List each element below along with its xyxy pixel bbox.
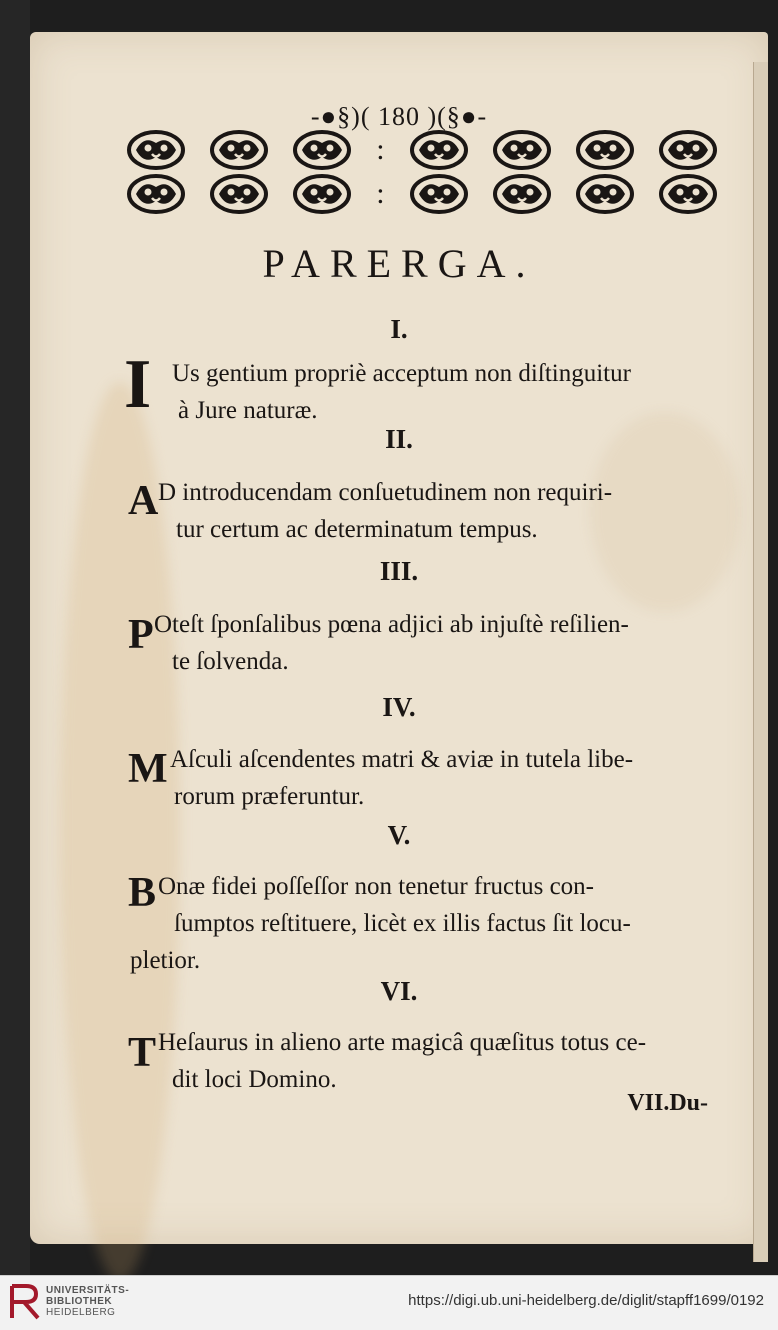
ornament-band-bottom [126,172,718,216]
section-numeral: VI. [380,976,418,1006]
ornament-icon [409,129,469,171]
ornament-icon [292,173,352,215]
drop-initial: A [128,478,159,524]
paragraph-line: Us gentium propriè acceptum non diſtinguitur [172,360,631,387]
scan-margin [0,0,30,1275]
library-name-line: BIBLIOTHEK [46,1296,113,1307]
section-numeral: II. [385,424,413,454]
drop-initial: M [128,746,168,792]
paragraph-line: tur certum ac determinatum tempus. [176,516,538,543]
library-name-line: UNIVERSITÄTS- [46,1285,130,1296]
drop-initial: P [128,612,154,658]
paragraph-line: Aſculi aſcendentes matri & aviæ in tutela libe- [170,746,634,773]
ornament-icon [126,173,186,215]
drop-initial: B [128,870,157,916]
ornament-band-top [126,128,718,172]
drop-initial: I [124,346,152,423]
paragraph-line: rorum præferuntur. [174,783,365,810]
library-name-line: HEIDELBERG [46,1307,116,1318]
section-numeral: V. [387,820,411,850]
paragraph-line: te ſolvenda. [172,648,289,675]
page-header: -●§)( 180 )(§●- [310,102,488,131]
paragraph [158,1024,728,1098]
section-numeral: III. [379,556,419,586]
paragraph-line: ſumptos reſtituere, licèt ex illis factus ſit locu- [174,910,631,937]
book-page [30,32,768,1244]
paragraph [154,606,728,680]
paragraph-line: D introducendam conſuetudinem non requiri- [158,479,613,506]
ornament-icon [292,129,352,171]
ornament-icon [658,129,718,171]
paragraph-line: dit loci Domino. [172,1066,337,1093]
ornament-separator: : [376,133,385,166]
ornament-icon [209,129,269,171]
ornament-icon [409,173,469,215]
paragraph [172,355,727,429]
ornament-icon [575,129,635,171]
library-logo-icon[interactable] [8,1284,42,1320]
paragraph [170,741,728,815]
paragraph [130,868,728,979]
catchword: VII.Du- [627,1090,708,1116]
page-title: PARERGA. [262,241,536,286]
section-numeral: I. [390,314,408,344]
paragraph-line: pletior. [130,947,201,974]
ornament-icon [126,129,186,171]
paragraph [158,474,728,548]
paragraph-line: à Jure naturæ. [178,397,318,424]
ornament-icon [492,173,552,215]
ornament-icon [209,173,269,215]
paragraph-line: Onæ fidei poſſeſſor non tenetur fructus con- [158,873,594,900]
section-numeral: IV. [382,692,416,722]
paragraph-line: Heſaurus in alieno arte magicâ quæſitus totus ce- [158,1029,647,1056]
ornament-separator: : [376,177,385,210]
ornament-icon [492,129,552,171]
paragraph-line: Oteſt ſponſalibus pœna adjici ab injuſtè reſilien- [154,611,629,638]
library-name [46,1285,129,1318]
permalink-url[interactable]: https://digi.ub.uni-heidelberg.de/diglit/stapff1699/0192 [408,1292,764,1309]
drop-initial: T [128,1030,157,1076]
ornament-icon [658,173,718,215]
viewer-footer [0,1275,778,1330]
ornament-icon [575,173,635,215]
